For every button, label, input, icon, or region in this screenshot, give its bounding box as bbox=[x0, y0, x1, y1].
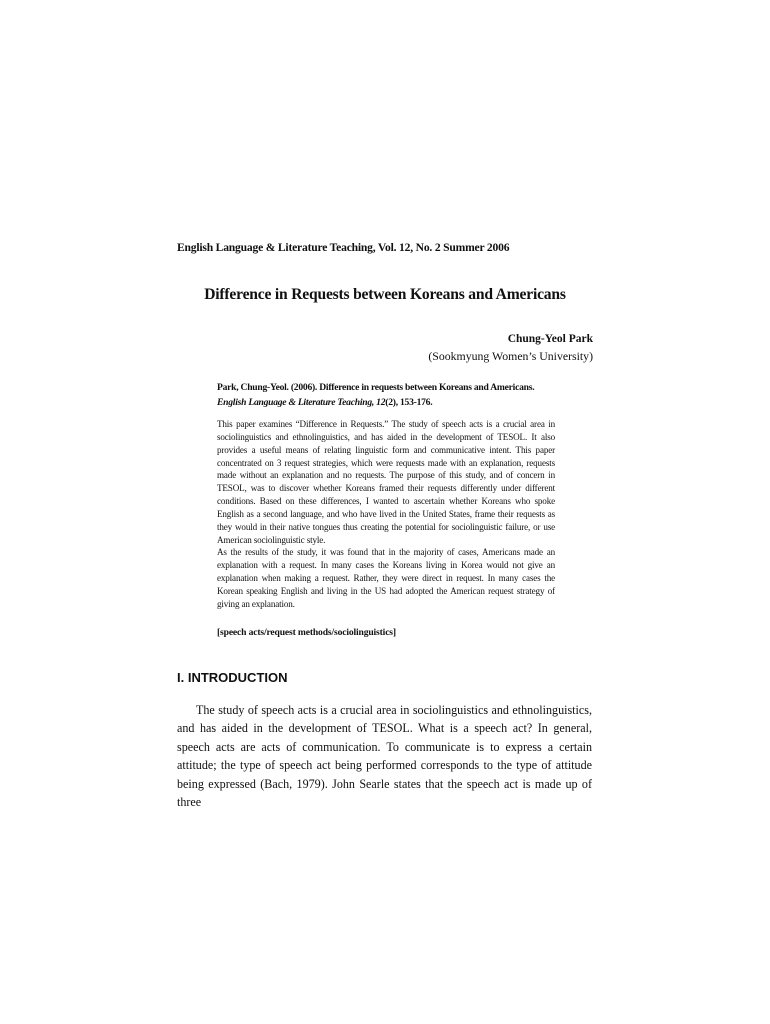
keywords: [speech acts/request methods/sociolinguistics] bbox=[217, 627, 396, 638]
abstract bbox=[217, 418, 555, 611]
citation-block bbox=[217, 380, 562, 410]
journal-header: English Language & Literature Teaching, Vol. 12, No. 2 Summer 2006 bbox=[177, 241, 510, 254]
paper-title: Difference in Requests between Koreans and Americans bbox=[204, 286, 566, 303]
abstract-paragraph-2: As the results of the study, it was found that in the majority of cases, Americans made an explanation with a request. In many cases the Koreans living in Korea would not give an explanation when making a request. Rather, they were direct in request. In many cases the Korean speaking English and living in the US had adopted the American request strategy of giving an explanation. bbox=[217, 547, 555, 609]
abstract-paragraph-1: This paper examines “Difference in Requests.” The study of speech acts is a crucial area in sociolinguistics and ethnolinguistics, and has aided in the development of TESOL. It also provides a useful means of relating linguistic form and communicative intent. This paper concentrated on 3 request strategies, which were requests made with an explanation, requests made without an explanation and no requests. The purpose of this study, and of concern in TESOL, was to discover whether Koreans framed their requests differently under different conditions. Based on these differences, I wanted to ascertain whether Koreans who spoke English as a second language, and who have lived in the United States, frame their requests as they would in their native tongues thus creating the potential for sociolinguistic failure, or use American sociolinguistic style. bbox=[217, 419, 555, 545]
introduction-body bbox=[177, 701, 592, 811]
citation-line-1: Park, Chung-Yeol. (2006). Difference in requests between Koreans and Americans. bbox=[217, 382, 535, 393]
author-name: Chung-Yeol Park bbox=[507, 333, 593, 345]
citation-journal-name: English Language & Literature Teaching, 12 bbox=[217, 397, 386, 408]
author-affiliation: (Sookmyung Women’s University) bbox=[428, 349, 593, 363]
citation-line-2 bbox=[217, 395, 562, 410]
intro-paragraph: The study of speech acts is a crucial area in sociolinguistics and ethnolinguistics, and has aided in the development of TESOL. What is a speech act? In general, speech acts are acts of communication. To communicate is to express a certain attitude; the type of speech act being performed corresponds to the type of attitude being expressed (Bach, 1979). John Searle states that the speech act is made up of three bbox=[177, 703, 592, 810]
section-heading: I. INTRODUCTION bbox=[177, 670, 288, 685]
citation-issue: (2), 153-176. bbox=[385, 397, 433, 408]
